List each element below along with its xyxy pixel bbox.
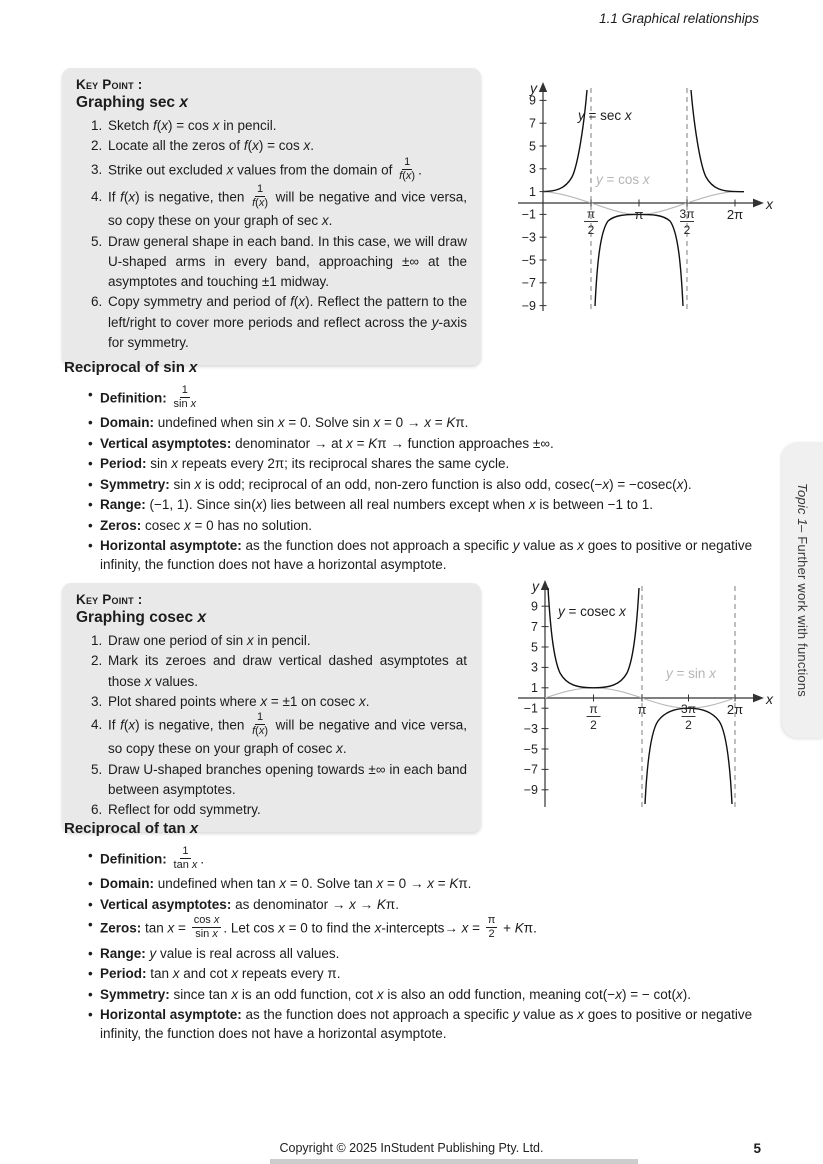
- bullet-item: • Symmetry: sin x is odd; reciprocal of an odd, non-zero function is also odd, cosec(−x) = −cosec(x).: [64, 475, 778, 494]
- svg-text:3: 3: [529, 162, 536, 177]
- svg-text:−9: −9: [523, 783, 538, 798]
- bullet-item: • Range: y value is real across all values.: [64, 944, 778, 963]
- page-header: 1.1 Graphical relationships: [599, 11, 759, 26]
- svg-text:7: 7: [531, 619, 538, 634]
- svg-text:−5: −5: [521, 253, 536, 268]
- svg-text:−9: −9: [521, 298, 536, 312]
- bullet-item: • Vertical asymptotes: denominator → at x = Kπ → function approaches ±∞.: [64, 434, 778, 453]
- bullet-item: • Horizontal asymptote: as the function does not approach a specific y value as x goes to positive or negative infinity, the function does not have a horizontal asymptote.: [64, 536, 778, 575]
- cosec-graph-svg: [498, 578, 790, 810]
- step-item: 4. If f(x) is negative, then $\frac{1}{f(x)}$ will be negative and vice versa, so copy these on your graph of sec x.: [106, 184, 467, 232]
- topic-sidebar-tab: Topic 1 – Further work with functions: [782, 442, 823, 738]
- svg-text:−5: −5: [523, 742, 538, 757]
- bullet-item: • Period: tan x and cot x repeats every π.: [64, 964, 778, 983]
- svg-text:π: π: [634, 207, 644, 222]
- keypoint-steps-cosec: [76, 631, 467, 820]
- svg-text:−3: −3: [521, 230, 536, 245]
- svg-text:−7: −7: [523, 762, 538, 777]
- bullet-item: • Symmetry: since tan x is an odd function, cot x is also an odd function, meaning cot(−x) = − cot(x).: [64, 985, 778, 1004]
- svg-text:π: π: [589, 702, 598, 716]
- bullet-item: • Vertical asymptotes: as denominator → x → Kπ.: [64, 895, 778, 914]
- cosec-graph: [498, 578, 790, 810]
- svg-text:−1: −1: [523, 701, 538, 716]
- sec-curve-middle: [595, 214, 683, 306]
- bullet-item: • Horizontal asymptote: as the function does not approach a specific y value as x goes to positive or negative infinity, the function does not have a horizontal asymptote.: [64, 1005, 778, 1044]
- step-item: 3. Plot shared points where x = ±1 on cosec x.: [106, 692, 467, 712]
- bullet-item: • Range: (−1, 1). Since sin(x) lies between all real numbers except when x is between −1 to 1.: [64, 495, 778, 514]
- cos-pencil-label: y = cos x: [596, 172, 650, 187]
- x-axis-label: x: [766, 691, 773, 707]
- svg-text:5: 5: [529, 139, 536, 154]
- sec-graph-svg: [498, 80, 790, 312]
- section-heading-sin: Reciprocal of sin x: [64, 359, 198, 376]
- svg-text:2: 2: [683, 223, 691, 237]
- svg-text:2π: 2π: [726, 207, 744, 222]
- sec-curve-left: [543, 90, 587, 192]
- cosec-curve-label: y = cosec x: [558, 604, 626, 619]
- step-item: 2. Mark its zeroes and draw vertical dashed asymptotes at those x values.: [106, 651, 467, 692]
- x-axis-label: x: [766, 196, 773, 212]
- svg-text:2: 2: [590, 718, 597, 732]
- section-bullets-tan: [64, 846, 778, 1045]
- svg-text:−7: −7: [521, 276, 536, 291]
- svg-text:9: 9: [529, 93, 536, 108]
- step-item: 6. Copy symmetry and period of f(x). Reflect the pattern to the left/right to cover more periods and reflect across the y-axis for symmetry.: [106, 292, 467, 353]
- svg-text:1: 1: [529, 184, 536, 199]
- section-heading-tan: Reciprocal of tan x: [64, 820, 199, 837]
- x-axis-arrow: [753, 199, 764, 208]
- y-axis-label: y: [532, 578, 539, 594]
- step-item: 4. If f(x) is negative, then $\frac{1}{f(x)}$ will be negative and vice versa, so copy these on your graph of cosec x.: [106, 712, 467, 760]
- bullet-item: • Definition: $\frac{1}{\text{sin x}}$: [64, 385, 778, 412]
- bottom-edge-bar: [270, 1159, 638, 1164]
- keypoint-title-sec: Graphing sec x: [76, 94, 188, 111]
- sec-curve-right: [691, 90, 744, 192]
- svg-text:1: 1: [531, 681, 538, 696]
- sec-graph: [498, 80, 790, 312]
- page-number: 5: [753, 1141, 761, 1156]
- step-item: 1. Sketch f(x) = cos x in pencil.: [106, 116, 467, 136]
- step-item: 6. Reflect for odd symmetry.: [106, 800, 467, 820]
- footer-copyright: Copyright © 2025 InStudent Publishing Pty. Ltd.: [279, 1141, 544, 1155]
- sec-curve-label: y = sec x: [578, 108, 632, 123]
- x-axis-arrow: [753, 694, 764, 703]
- keypoint-box-sec: [62, 68, 481, 365]
- svg-text:2: 2: [587, 223, 595, 237]
- svg-text:2: 2: [685, 718, 692, 732]
- keypoint-steps-sec: [76, 116, 467, 353]
- step-item: 3. Strike out excluded x values from the domain of $\frac{1}{f(x)}$ .: [106, 157, 467, 184]
- bullet-item: • Definition: $\frac{1}{\text{tan x}}$ .: [64, 846, 778, 873]
- svg-text:3π: 3π: [679, 207, 695, 221]
- section-bullets-sin: [64, 385, 778, 576]
- bullet-item: • Zeros: tan x = $\frac{\text{cos x}}{\text{sin x}}$ . Let cos x = 0 to find the x-intercepts→ x = $\frac{\pi}{2}$ + Kπ.: [64, 915, 778, 942]
- svg-text:5: 5: [531, 640, 538, 655]
- bullet-item: • Domain: undefined when tan x = 0. Solve tan x = 0 → x = Kπ.: [64, 874, 778, 893]
- keypoint-title-cosec: Graphing cosec x: [76, 609, 207, 626]
- y-axis-arrow: [539, 82, 547, 92]
- svg-text:−3: −3: [523, 721, 538, 736]
- svg-text:7: 7: [529, 116, 536, 131]
- step-item: 5. Draw general shape in each band. In this case, we will draw U-shaped arms in every band, approaching ±∞ at the asymptotes and touching ±1 midway.: [106, 232, 467, 293]
- y-axis-label: y: [530, 80, 537, 96]
- svg-text:2π: 2π: [726, 702, 744, 717]
- cosec-curve-left: [548, 588, 639, 688]
- step-item: 2. Locate all the zeros of f(x) = cos x.: [106, 136, 467, 156]
- keypoint-box-cosec: [62, 583, 481, 832]
- svg-text:π: π: [637, 702, 647, 717]
- bullet-item: • Zeros: cosec x = 0 has no solution.: [64, 516, 778, 535]
- svg-text:3: 3: [531, 660, 538, 675]
- svg-text:−1: −1: [521, 207, 536, 222]
- bullet-item: • Period: sin x repeats every 2π; its reciprocal shares the same cycle.: [64, 454, 778, 473]
- svg-text:9: 9: [531, 599, 538, 614]
- svg-text:π: π: [586, 207, 596, 221]
- step-item: 1. Draw one period of sin x in pencil.: [106, 631, 467, 651]
- keypoint-label: Key Point :: [76, 77, 143, 92]
- keypoint-label: Key Point :: [76, 592, 143, 607]
- step-item: 5. Draw U-shaped branches opening towards ±∞ in each band between asymptotes.: [106, 760, 467, 801]
- svg-text:3π: 3π: [681, 702, 696, 716]
- sin-pencil-label: y = sin x: [666, 666, 716, 681]
- bullet-item: • Domain: undefined when sin x = 0. Solve sin x = 0 → x = Kπ.: [64, 413, 778, 432]
